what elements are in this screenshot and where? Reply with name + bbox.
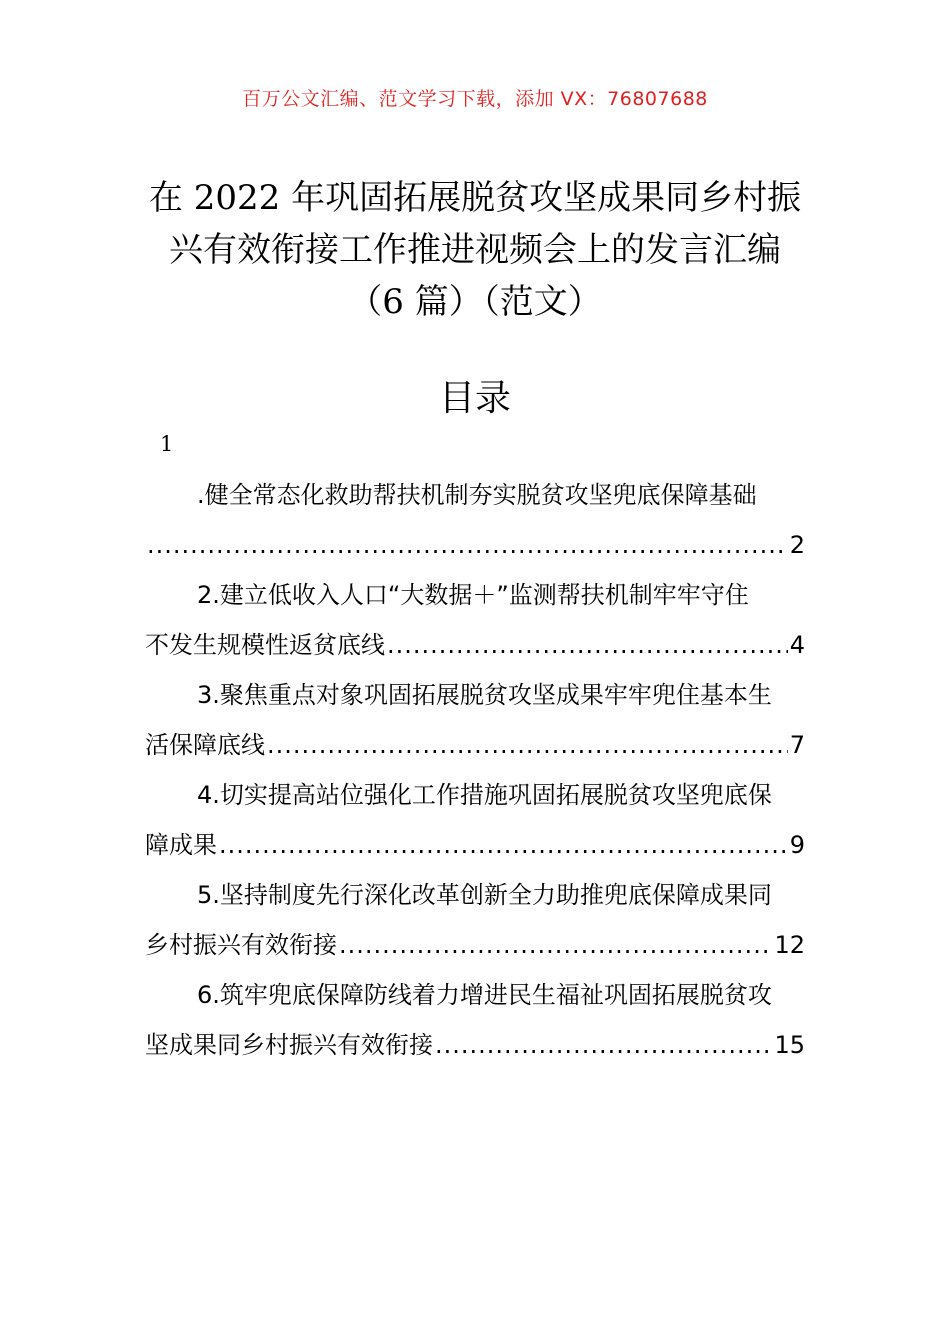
toc-entry-title: 6.筑牢兜底保障防线着力增进民生福祉巩固拓展脱贫攻 xyxy=(197,981,772,1009)
toc-entry[interactable] xyxy=(145,870,805,970)
toc-page-number: 7 xyxy=(789,731,805,759)
toc-leader-dots xyxy=(435,1020,772,1070)
title-line: 兴有效衔接工作推进视频会上的发言汇编 xyxy=(169,230,781,270)
toc-page-number: 9 xyxy=(789,831,805,859)
toc-entry-title: 4.切实提高站位强化工作措施巩固拓展脱贫攻坚兜底保 xyxy=(197,781,772,809)
toc-leader-dots xyxy=(339,920,772,970)
toc-page-number: 4 xyxy=(789,631,805,659)
toc-entry-title-cont: 障成果 xyxy=(145,831,217,859)
header-banner: 百万公文汇编、范文学习下载，添加 VX：76807688 xyxy=(242,88,708,110)
toc-entry-title: 2.建立低收入人口“大数据＋”监测帮扶机制牢牢守住 xyxy=(197,581,749,609)
toc-entry[interactable] xyxy=(145,670,805,770)
toc-entry-title: .健全常态化救助帮扶机制夯实脱贫攻坚兜底保障基础 xyxy=(197,481,757,509)
toc-number: 1 xyxy=(160,432,174,456)
toc-entry-title: 5.坚持制度先行深化改革创新全力助推兜底保障成果同 xyxy=(197,881,772,909)
toc-leader-dots xyxy=(267,720,788,770)
toc-page-number: 12 xyxy=(774,931,805,959)
toc-entry-title-cont: 活保障底线 xyxy=(145,731,265,759)
table-of-contents xyxy=(145,470,805,1070)
title-line: （6 篇）（范文） xyxy=(348,282,602,322)
toc-page-number: 2 xyxy=(789,531,805,559)
toc-entry[interactable] xyxy=(145,970,805,1070)
toc-entry[interactable] xyxy=(145,570,805,670)
document-title xyxy=(120,172,830,328)
toc-entry[interactable] xyxy=(145,470,805,570)
toc-leader-dots xyxy=(387,620,788,670)
toc-heading: 目录 xyxy=(438,378,511,419)
toc-entry-title-cont: 乡村振兴有效衔接 xyxy=(145,931,337,959)
toc-entry-title: 3.聚焦重点对象巩固拓展脱贫攻坚成果牢牢兜住基本生 xyxy=(197,681,772,709)
toc-entry-title-cont: 不发生规模性返贫底线 xyxy=(145,631,385,659)
toc-entry-title-cont: 坚成果同乡村振兴有效衔接 xyxy=(145,1031,433,1059)
toc-page-number: 15 xyxy=(774,1031,805,1059)
toc-leader-dots xyxy=(147,520,788,570)
toc-entry[interactable] xyxy=(145,770,805,870)
toc-leader-dots xyxy=(219,820,788,870)
title-line: 在 2022 年巩固拓展脱贫攻坚成果同乡村振 xyxy=(148,178,802,218)
